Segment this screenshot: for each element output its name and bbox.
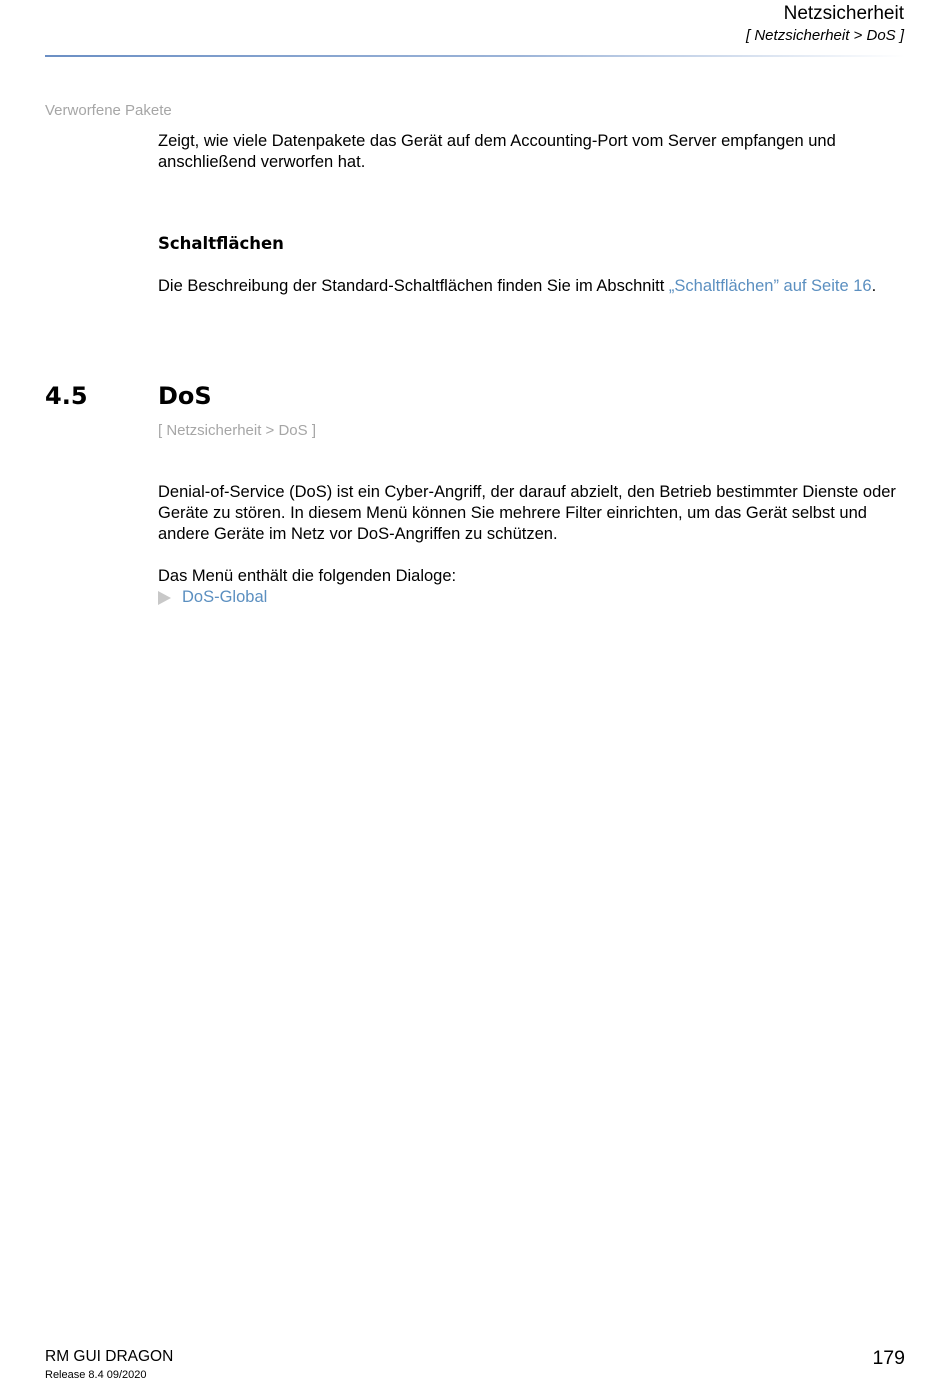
section-title: DoS: [158, 382, 212, 410]
footer-product: RM GUI DRAGON: [45, 1348, 174, 1365]
dialog-list-item[interactable]: [158, 587, 267, 608]
triangle-bullet-icon: [158, 591, 171, 605]
header-divider: [45, 55, 905, 57]
section-number: 4.5: [45, 382, 88, 410]
footer-release: Release 8.4 09/2020: [45, 1369, 147, 1381]
buttons-section-link[interactable]: „Schaltflächen” auf Seite 16: [668, 277, 872, 295]
buttons-text-after: .: [871, 277, 877, 295]
parameter-description: Zeigt, wie viele Datenpakete das Gerät auf dem Accounting-Port vom Server empfangen und anschließend verworfen hat.: [158, 132, 836, 171]
buttons-heading: Schaltflächen: [158, 234, 284, 253]
header-breadcrumb: [ Netzsicherheit > DoS ]: [746, 27, 904, 44]
header-chapter-title: Netzsicherheit: [783, 3, 904, 24]
buttons-paragraph: [158, 276, 908, 297]
footer-page-number: 179: [872, 1347, 905, 1369]
section-breadcrumb: [ Netzsicherheit > DoS ]: [158, 422, 316, 439]
dialogs-intro: Das Menü enthält die folgenden Dialoge:: [158, 567, 457, 585]
section-intro: Denial-of-Service (DoS) ist ein Cyber-Angriff, der darauf abzielt, den Betrieb bestimmter Dienste oder Geräte zu stören. In diesem Menü können Sie mehrere Filter einrichten, um das Gerät selbst und andere Geräte im Netz vor DoS-Angriffen zu schützen.: [158, 483, 896, 543]
buttons-text-before: Die Beschreibung der Standard-Schaltflächen finden Sie im Abschnitt: [158, 277, 669, 295]
parameter-label: Verworfene Pakete: [45, 102, 172, 119]
dialog-link-dos-global[interactable]: DoS-Global: [182, 588, 268, 606]
